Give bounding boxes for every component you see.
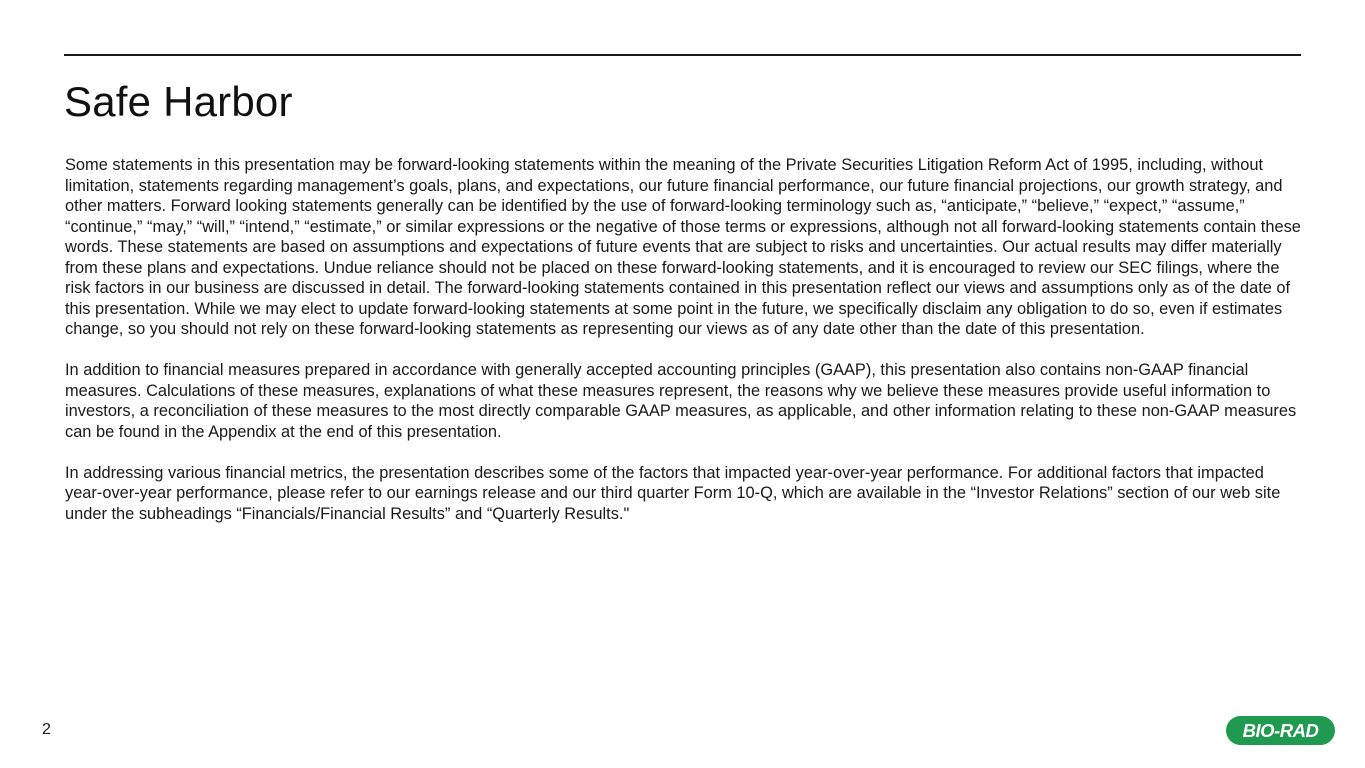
paragraph-non-gaap: In addition to financial measures prepared in accordance with generally accepted accounting principles (GAAP), this presentation also contains non-GAAP financial measures. Calculations of these measures, explanations of what these measures represent, the reasons why we believe these measures provide useful information to investors, a reconciliation of these measures to the most directly comparable GAAP measures, as applicable, and other information relating to these non-GAAP measures can be found in the Appendix at the end of this presentation. [65,361,1297,441]
page-number: 2 [42,721,51,738]
slide-title: Safe Harbor [64,78,293,125]
safe-harbor-body [65,155,1301,545]
paragraph-forward-looking: Some statements in this presentation may be forward-looking statements within the meaning of the Private Securities Litigation Reform Act of 1995, including, without limitation, statements regarding management’s goals, plans, and expectations, our future financial performance, our future financial projections, our growth strategy, and other matters. Forward looking statements generally can be identified by the use of forward-looking terminology such as, “anticipate,” “believe,” “expect,” “assume,” “continue,” “may,” “will,” “intend,” “estimate,” or similar expressions or the negative of those terms or expressions, although not all forward-looking statements contain these words. These statements are based on assumptions and expectations of future events that are subject to risks and uncertainties. Our actual results may differ materially from these plans and expectations. Undue reliance should not be placed on these forward-looking statements, and it is encouraged to review our SEC filings, where the risk factors in our business are discussed in detail. The forward-looking statements contained in this presentation reflect our views and assumptions only as of the date of this presentation. While we may elect to update forward-looking statements at some point in the future, we specifically disclaim any obligation to do so, even if estimates change, so you should not rely on these forward-looking statements as representing our views as of any date other than the date of this presentation. [65,156,1301,338]
logo-text: BIO-RAD [1242,720,1319,741]
top-divider [64,54,1301,56]
bio-rad-logo-icon [1225,715,1336,746]
paragraph-financial-metrics: In addressing various financial metrics, the presentation describes some of the factors that impacted year-over-year performance. For additional factors that impacted year-over-year performance, please refer to our earnings release and our third quarter Form 10-Q, which are available in the “Investor Relations” section of our web site under the subheadings “Financials/Financial Results” and “Quarterly Results." [65,463,1281,523]
